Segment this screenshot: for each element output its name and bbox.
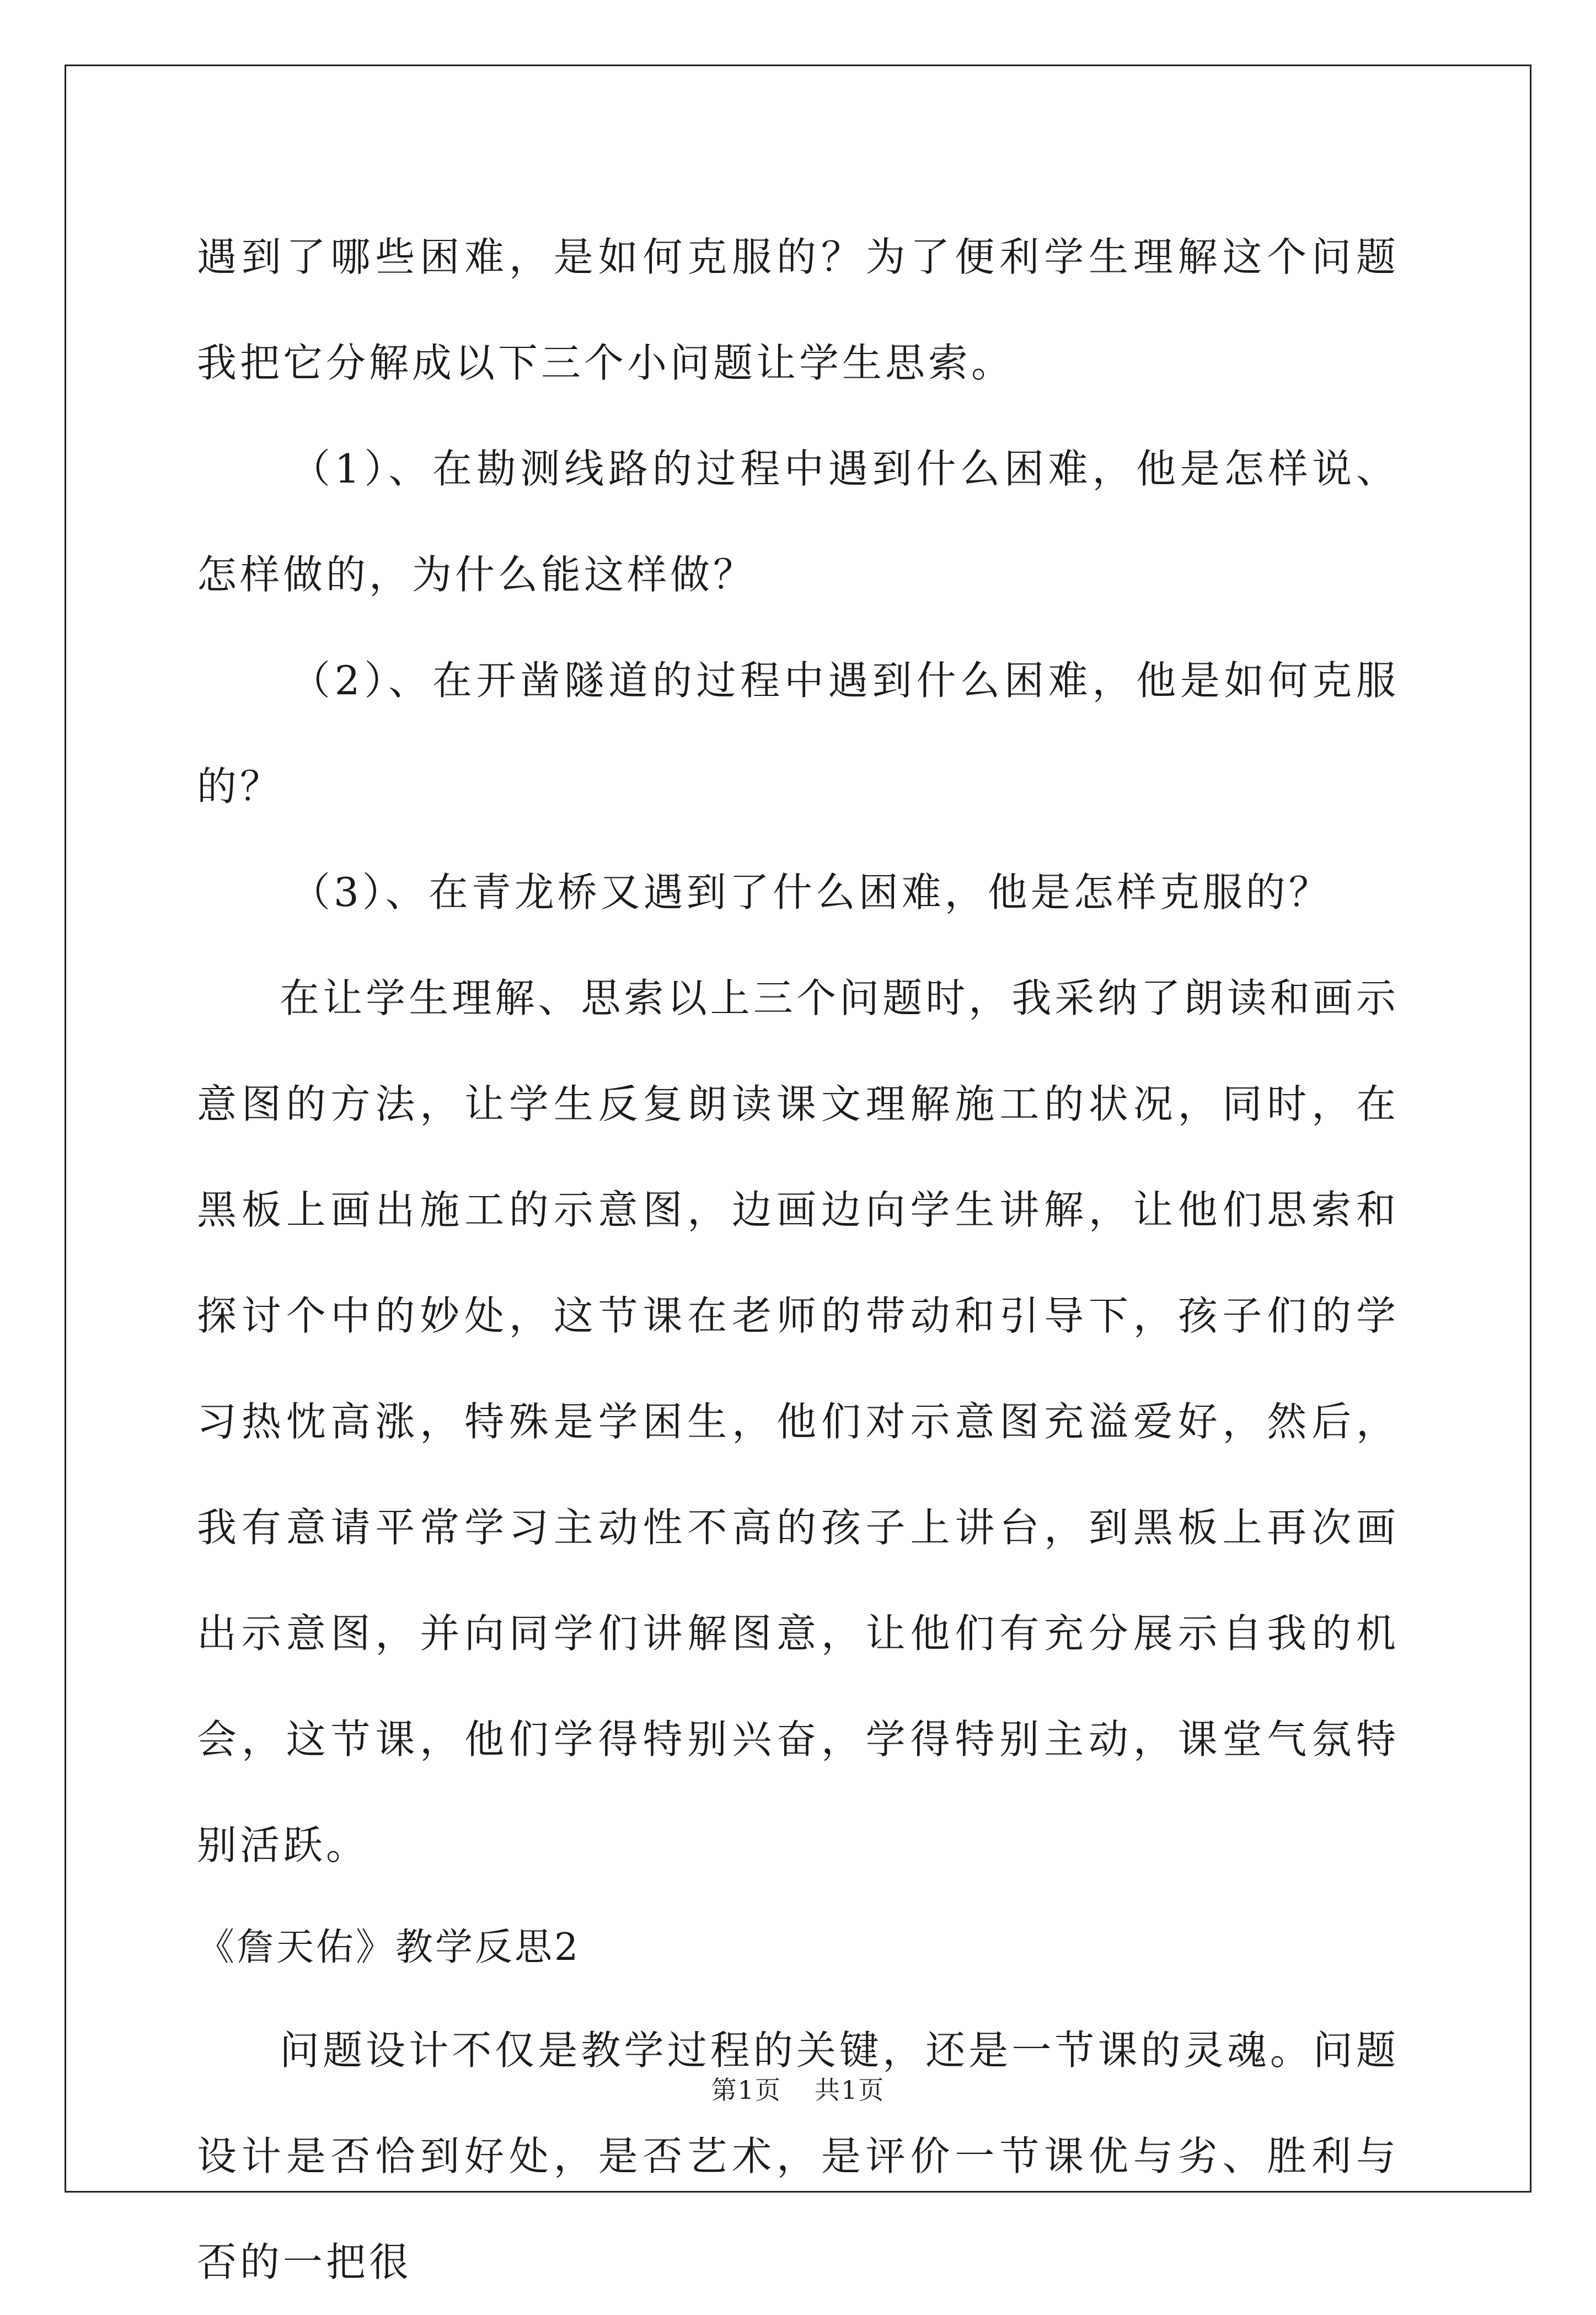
question-item-3: （3）、在青龙桥又遇到了什么困难，他是怎样克服的？ [291,869,1332,915]
question-item-2: （2）、在开凿隧道的过程中遇到什么困难，他是如何克服的？ [197,657,1399,810]
page-number-total: 共1页 [815,2075,885,2105]
page-number-current: 第1页 [711,2075,781,2105]
document-body [197,204,1399,2315]
section-title: 《詹天佑》教学反思2 [197,1926,581,1969]
paragraph-method: 在让学生理解、思索以上三个问题时，我采纳了朗读和画示意图的方法，让学生反复朗读课文理解施工的状况，同时，在黑板上画出施工的示意图，边画边向学生讲解，让他们思索和探讨个中的妙处，这节课在老师的带动和引导下，孩子们的学习热忱高涨，特殊是学困生，他们对示意图充溢爱好，然后，我有意请平常学习主动性不高的孩子上讲台，到黑板上再次画出示意图，并向同学们讲解图意，让他们有充分展示自我的机会，这节课，他们学得特别兴奋，学得特别主动，课堂气氛特别活跃。 [197,975,1399,1868]
question-item-1: （1）、在勘测线路的过程中遇到什么困难，他是怎样说、怎样做的，为什么能这样做？ [197,446,1399,598]
page-footer [0,2073,1596,2107]
paragraph-continuation: 遇到了哪些困难，是如何克服的？为了便利学生理解这个问题我把它分解成以下三个小问题让学生思索。 [197,234,1399,386]
paragraph-section-2: 问题设计不仅是教学过程的关键，还是一节课的灵魂。问题设计是否恰到好处，是否艺术，是评价一节课优与劣、胜利与否的一把很 [197,2027,1399,2285]
